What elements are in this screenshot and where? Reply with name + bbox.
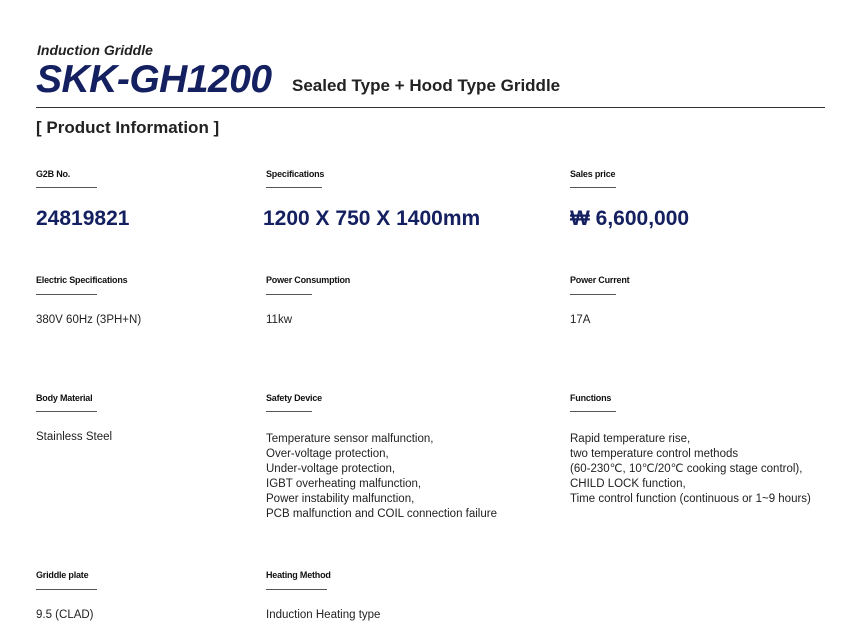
electric-label: Electric Specifications	[36, 275, 128, 285]
functions-line: Time control function (continuous or 1~9 hours)	[570, 493, 811, 505]
safety-value	[266, 432, 497, 522]
safety-line: Over-voltage protection,	[266, 448, 389, 460]
price-underline	[570, 187, 616, 188]
g2b-underline	[36, 187, 97, 188]
safety-line: Temperature sensor malfunction,	[266, 433, 434, 445]
current-label: Power Current	[570, 275, 630, 285]
current-value: 17A	[570, 314, 591, 326]
plate-label: Griddle plate	[36, 570, 89, 580]
price-value: ₩ 6,600,000	[570, 207, 690, 230]
functions-line: two temperature control methods	[570, 448, 739, 460]
electric-underline	[36, 294, 97, 295]
safety-label: Safety Device	[266, 393, 322, 403]
price-label: Sales price	[570, 169, 616, 179]
electric-value: 380V 60Hz (3PH+N)	[36, 314, 142, 326]
safety-line: PCB malfunction and COIL connection failure	[266, 508, 497, 520]
safety-line: Under-voltage protection,	[266, 463, 396, 475]
power-label: Power Consumption	[266, 275, 351, 285]
product-category: Induction Griddle	[37, 42, 153, 58]
model-number: SKK-GH1200	[36, 58, 272, 101]
functions-line: (60-230℃, 10℃/20℃ cooking stage control),	[570, 463, 803, 475]
current-underline	[570, 294, 616, 295]
section-title: [ Product Information ]	[36, 118, 220, 137]
power-underline	[266, 294, 312, 295]
specs-underline	[266, 187, 322, 188]
heating-value: Induction Heating type	[266, 609, 381, 621]
heating-label: Heating Method	[266, 570, 331, 580]
specs-label: Specifications	[266, 169, 325, 179]
plate-underline	[36, 589, 97, 590]
power-value: 11kw	[266, 314, 292, 326]
plate-value: 9.5 (CLAD)	[36, 609, 94, 621]
functions-line: Rapid temperature rise,	[570, 433, 691, 445]
body-label: Body Material	[36, 393, 93, 403]
functions-label: Functions	[570, 393, 612, 403]
body-underline	[36, 411, 97, 412]
safety-line: IGBT overheating malfunction,	[266, 478, 422, 490]
safety-line: Power instability malfunction,	[266, 493, 415, 505]
header-divider	[36, 107, 825, 108]
safety-underline	[266, 411, 312, 412]
heating-underline	[266, 589, 327, 590]
functions-line: CHILD LOCK function,	[570, 478, 686, 490]
specs-value: 1200 X 750 X 1400mm	[263, 207, 481, 230]
g2b-label: G2B No.	[36, 169, 71, 179]
product-tagline: Sealed Type + Hood Type Griddle	[292, 76, 561, 95]
functions-underline	[570, 411, 616, 412]
body-value: Stainless Steel	[36, 431, 113, 443]
functions-value	[570, 432, 811, 507]
g2b-value: 24819821	[36, 207, 130, 230]
